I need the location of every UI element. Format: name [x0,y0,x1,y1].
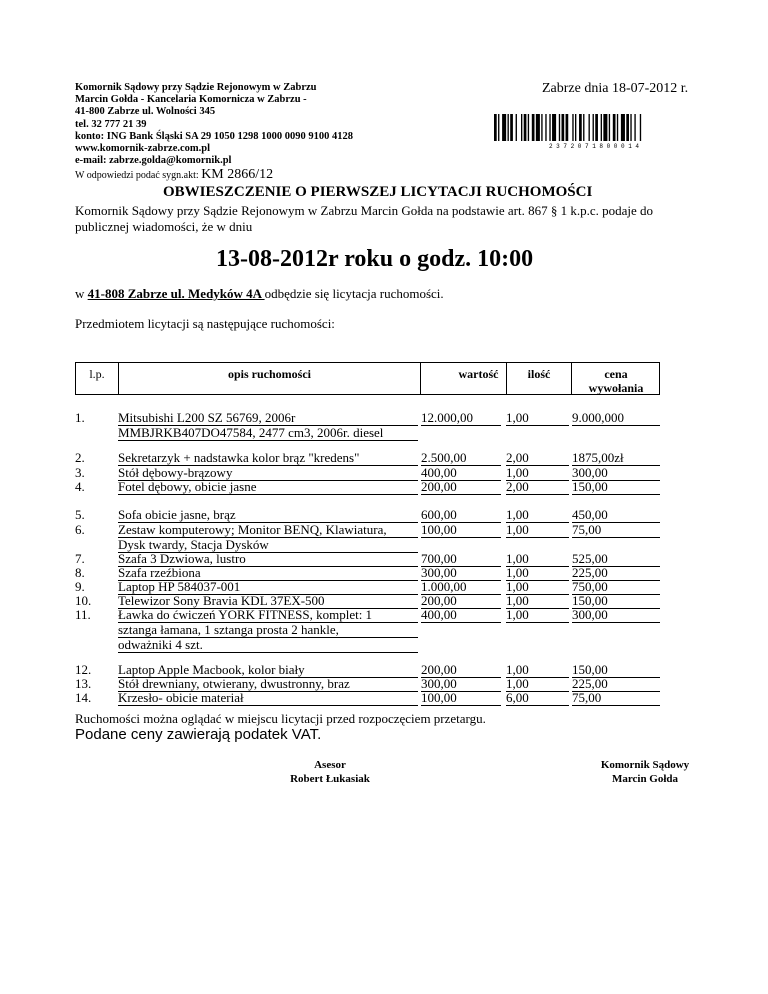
bailiff-signature [585,758,705,786]
barcode-bar [601,114,602,141]
header-line: www.komornik-zabrze.com.pl [75,143,211,155]
row-starting-price: 450,00 [572,508,660,523]
row-description-line: Stół drewniany, otwierany, dwustronny, braz [118,677,418,692]
row-quantity: 1,00 [506,411,569,426]
row-lp: 12. [75,662,92,677]
row-description-line: MMBJRKB407DO47584, 2477 cm3, 2006r. diesel [118,426,418,441]
row-description-line: Szafa rzeźbiona [118,566,418,581]
barcode-bar [516,114,517,141]
row-description [118,508,418,523]
row-lp: 5. [75,507,85,522]
row-description [118,451,418,466]
row-description-line: Fotel dębowy, obicie jasne [118,480,418,495]
table-header [75,362,660,395]
row-description-line: Ławka do ćwiczeń YORK FITNESS, komplet: 1 [118,608,418,623]
row-lp: 1. [75,410,85,425]
row-quantity: 2,00 [506,451,569,466]
barcode-bar [532,114,535,141]
barcode-bar [609,114,610,141]
row-value: 600,00 [421,508,501,523]
row-value: 200,00 [421,663,501,678]
row-starting-price: 225,00 [572,677,660,692]
row-quantity: 1,00 [506,523,569,538]
row-starting-price: 150,00 [572,594,660,609]
barcode-bar [640,114,641,141]
row-value: 12.000,00 [421,411,501,426]
row-description-line: Stół dębowy-brązowy [118,466,418,481]
barcode-bar [630,114,631,141]
row-description-line: Sekretarzyk + nadstawka kolor brąz "kredens" [118,451,418,466]
row-starting-price: 75,00 [572,523,660,538]
row-description-line: Krzesło- obicie materiał [118,691,418,706]
row-description [118,411,418,441]
header-line: konto: ING Bank Śląski SA 29 1050 1298 1000 0090 9100 4128 [75,130,354,142]
barcode [494,114,694,149]
barcode-bar [524,114,527,141]
row-value: 2.500,00 [421,451,501,466]
barcode-bar [552,114,556,141]
barcode-bar [617,114,618,141]
barcode-bar [626,114,629,141]
row-value: 100,00 [421,523,501,538]
row-quantity: 1,00 [506,508,569,523]
case-reference-value: KM 2866/12 [201,167,274,182]
row-quantity: 6,00 [506,691,569,706]
bailiff-title: Komornik Sądowy [600,759,690,771]
row-lp: 9. [75,579,85,594]
barcode-bar [521,114,522,141]
barcode-bar [559,114,560,141]
row-description-line: Szafa 3 Dzwiowa, lustro [118,552,418,567]
row-quantity: 1,00 [506,566,569,581]
row-starting-price: 150,00 [572,480,660,495]
row-starting-price: 300,00 [572,466,660,481]
barcode-bar [634,114,635,141]
row-value: 400,00 [421,466,501,481]
barcode-bar [603,114,607,141]
row-description [118,523,418,553]
header-lp: l.p. [89,367,105,381]
row-lp: 13. [75,676,92,691]
barcode-bar [562,114,565,141]
auction-location: 41-808 Zabrze ul. Medyków 4A [87,286,265,301]
row-quantity: 1,00 [506,580,569,595]
header-value: wartość [458,367,499,381]
row-lp: 3. [75,465,85,480]
case-reference-label: W odpowiedzi podać sygn.akt: [75,170,199,181]
header-line: Marcin Gołda - Kancelaria Komornicza w Zabrzu - [75,94,307,106]
header-line: tel. 32 777 21 39 [75,118,147,130]
row-description-line: Laptop Apple Macbook, kolor biały [118,663,418,678]
location-prefix: w [75,286,88,301]
row-description-line: Telewizor Sony Bravia KDL 37EX-500 [118,594,418,609]
row-lp: 10. [75,593,92,608]
barcode-bar [621,114,625,141]
row-lp: 6. [75,522,85,537]
auction-datetime: 13-08-2012r roku o godz. 10:00 [216,246,534,272]
viewing-note: Ruchomości można oglądać w miejscu licytacji przed rozpoczęciem przetargu. [75,711,486,726]
row-quantity: 1,00 [506,677,569,692]
row-quantity: 1,00 [506,663,569,678]
header-price-line-2: wywołania [588,381,644,395]
header-line: Komornik Sądowy przy Sądzie Rejonowym w Zabrzu [75,82,317,93]
barcode-bar [498,114,499,141]
barcode-bar [528,114,529,141]
case-reference [75,167,273,183]
row-lp: 8. [75,565,85,580]
document-date: Zabrze dnia 18-07-2012 r. [542,81,689,96]
row-description-line: sztanga łamana, 1 sztanga prosta 2 hankle, [118,623,418,638]
row-quantity: 1,00 [506,608,569,623]
row-starting-price: 300,00 [572,608,660,623]
header-line: e-mail: zabrze.golda@komornik.pl [75,155,232,167]
row-description-line: Zestaw komputerowy; Monitor BENQ, Klawiatura, [118,523,418,538]
row-starting-price: 1875,00zł [572,451,660,466]
barcode-bar [541,114,542,141]
location-suffix: odbędzie się licytacja ruchomości. [264,286,444,301]
barcode-bar [583,114,584,141]
row-starting-price: 9.000,000 [572,411,660,426]
header-starting-price [572,367,660,395]
row-description [118,480,418,495]
row-lp: 14. [75,690,92,705]
barcode-bar [508,114,509,141]
barcode-bar [589,114,590,141]
row-starting-price: 525,00 [572,552,660,567]
assessor-signature [280,758,380,786]
row-value: 300,00 [421,677,501,692]
auction-location-line [75,286,444,302]
row-value: 700,00 [421,552,501,567]
barcode-bar [536,114,540,141]
row-starting-price: 225,00 [572,566,660,581]
barcode-bar [579,114,582,141]
header-price-line-1: cena [604,367,628,381]
header-quantity: ilość [527,367,551,381]
header-description: opis ruchomości [227,367,311,381]
barcode-bar [549,114,550,141]
row-description-line: Mitsubishi L200 SZ 56769, 2006r [118,411,418,426]
row-description [118,608,418,653]
row-value: 100,00 [421,691,501,706]
bailiff-office-header [75,82,353,167]
row-quantity: 1,00 [506,466,569,481]
barcode-bar [502,114,506,141]
row-description-line: Laptop HP 584037-001 [118,580,418,595]
bailiff-name: Marcin Gołda [611,773,679,785]
row-value: 300,00 [421,566,501,581]
barcode-bar [593,114,594,141]
row-starting-price: 150,00 [572,663,660,678]
row-starting-price: 75,00 [572,691,660,706]
row-value: 1.000,00 [421,580,501,595]
row-description-line: Dysk twardy, Stacja Dysków [118,538,418,553]
notice-title: OBWIESZCZENIE O PIERWSZEJ LICYTACJI RUCHOMOŚCI [163,184,593,200]
barcode-bar [613,114,616,141]
barcode-bar [494,114,497,141]
barcode-bar [575,114,576,141]
header-line: 41-800 Zabrze ul. Wolności 345 [75,106,216,118]
barcode-bar [566,114,569,141]
row-value: 200,00 [421,594,501,609]
notice-intro: Komornik Sądowy przy Sądzie Rejonowym w Zabrzu Marcin Gołda na podstawie art. 867 § 1 k.p.c. podaje do publicznej wiadomości, że w dniu [75,203,654,234]
row-quantity: 1,00 [506,594,569,609]
row-lp: 11. [75,607,91,622]
row-value: 200,00 [421,480,501,495]
row-starting-price: 750,00 [572,580,660,595]
auction-subject: Przedmiotem licytacji są następujące ruchomości: [75,316,335,331]
row-description [118,691,418,706]
barcode-bar [572,114,573,141]
barcode-digits: 2 3 7 2 0 7 1 8 0 0 0 1 4 [548,143,640,149]
assessor-name: Robert Łukasiak [290,773,370,785]
row-value: 400,00 [421,608,501,623]
barcode-bar [545,114,546,141]
row-description-line: Sofa obicie jasne, brąz [118,508,418,523]
vat-note: Podane ceny zawierają podatek VAT. [75,726,322,743]
barcode-bar [510,114,513,141]
row-lp: 2. [75,450,85,465]
assessor-title: Asesor [314,759,346,771]
row-quantity: 1,00 [506,552,569,567]
barcode-bar [595,114,598,141]
row-lp: 4. [75,479,85,494]
row-lp: 7. [75,551,85,566]
row-description-line: odważniki 4 szt. [118,638,418,653]
row-quantity: 2,00 [506,480,569,495]
